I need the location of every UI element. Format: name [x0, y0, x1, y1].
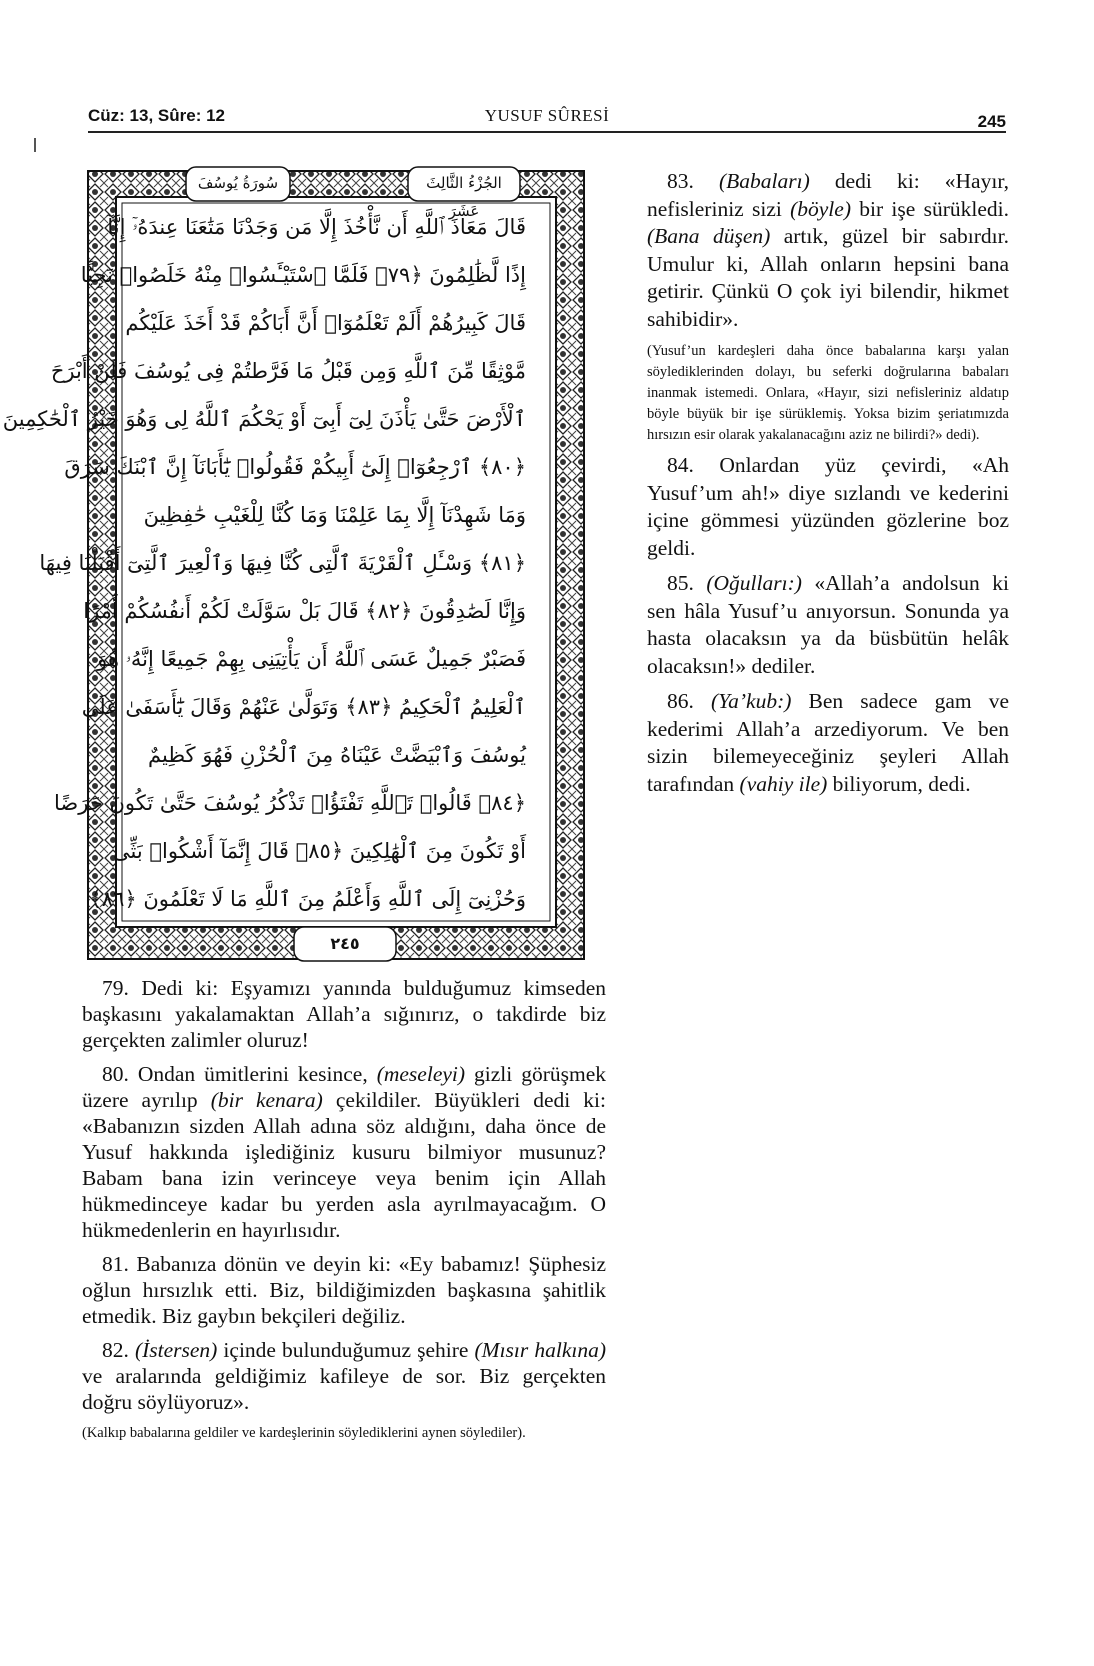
juz-sura-label: Cüz: 13, Sûre: 12	[88, 106, 225, 125]
verse-number: 81.	[102, 1252, 129, 1276]
translation-left-column	[82, 975, 606, 1450]
juz-name-cartouche: الجُزْءُ الثَّالِثَ عَشَرَ	[426, 174, 502, 220]
verse-number: 86.	[667, 689, 694, 713]
mushaf-page	[2, 165, 586, 963]
verse-number: 84.	[667, 453, 694, 477]
sura-name-cartouche: سُورَةُ يُوسُفَ	[197, 174, 279, 192]
page-number: 245	[977, 112, 1006, 131]
verse-number: 82.	[102, 1338, 129, 1362]
arabic-line: أَوْ تَكُونَ مِنَ ٱلْهَٰلِكِينَ ﴿٨٥﴾ قَالَ إِنَّمَآ أَشْكُوا۟ بَثِّى	[113, 839, 526, 863]
header-rule	[88, 131, 1006, 133]
arabic-line: ﴿٨٤﴾ قَالُوا۟ تَٱللَّهِ تَفْتَؤُا۟ تَذْكُرُ يُوسُفَ حَتَّىٰ تَكُونَ حَرَضًا	[54, 791, 526, 815]
verse-79: 79. Dedi ki: Eşyamızı yanında bulduğumuz kimseden başkasını yakalamaktan Allah’a sığınırız, o takdirde biz gerçekten zalimler oluruz!	[82, 976, 606, 1052]
verse-number: 83.	[667, 169, 694, 193]
translation-right-column	[647, 168, 1009, 806]
arabic-line: يُوسُفَ وَٱبْيَضَّتْ عَيْنَاهُ مِنَ ٱلْحُزْنِ فَهُوَ كَظِيمٌ	[148, 743, 526, 767]
page-header	[88, 102, 1006, 132]
arabic-page-number: ٢٤٥	[330, 934, 360, 953]
verse-82: 82. (İstersen) içinde bulunduğumuz şehire (Mısır halkına) ve aralarında geldiğimiz kafileye de sor. Biz gerçekten doğru söylüyoruz».	[82, 1338, 606, 1414]
verse-number: 79.	[102, 976, 129, 1000]
arabic-line: ٱلْعَلِيمُ ٱلْحَكِيمُ ﴿٨٣﴾ وَتَوَلَّىٰ عَنْهُمْ وَقَالَ يَٰٓأَسَفَىٰ عَلَىٰ	[81, 695, 526, 719]
commentary-note: (Kalkıp babalarına geldiler ve kardeşlerinin söylediklerini aynen söylediler).	[82, 1425, 526, 1441]
verse-80: 80. Ondan ümitlerini kesince, (meseleyi) gizli görüşmek üzere ayrılıp (bir kenara) çekildiler. Büyükleri dedi ki: «Babanızın sizden Allah adına söz aldığını, daha önce de Yusuf hakkında işlediğiniz kusuru bilmiyor musunuz? Babam bana izin verinceye veya benim için Allah hükmedinceye kadar bu yerden asla ayrılmayacağım. O hükmedenlerin en hayırlısıdır.	[82, 1062, 606, 1242]
arabic-line: إِذًا لَّظَٰلِمُونَ ﴿٧٩﴾ فَلَمَّا ٱسْتَيْـَٔسُوا۟ مِنْهُ خَلَصُوا۟ نَجِيًّا	[80, 263, 526, 287]
arabic-line: وَحُزْنِىٓ إِلَى ٱللَّهِ وَأَعْلَمُ مِنَ ٱللَّهِ مَا لَا تَعْلَمُونَ ﴿٨٦﴾	[89, 887, 526, 911]
sura-title: YUSUF SÛRESİ	[484, 106, 610, 125]
arabic-line: قَالَ كَبِيرُهُمْ أَلَمْ تَعْلَمُوٓا۟ أَنَّ أَبَاكُمْ قَدْ أَخَذَ عَلَيْكُم	[125, 311, 526, 335]
arabic-line: ﴿٨١﴾ وَسْـَٔلِ ٱلْقَرْيَةَ ٱلَّتِى كُنَّا فِيهَا وَٱلْعِيرَ ٱلَّتِىٓ أَقْبَلْنَا فِيهَا	[39, 551, 526, 575]
arabic-line: فَصَبْرٌ جَمِيلٌ عَسَى ٱللَّهُ أَن يَأْتِيَنِى بِهِمْ جَمِيعًا إِنَّهُۥ هُوَ	[97, 647, 526, 671]
arabic-text-block	[2, 203, 526, 923]
arabic-line: وَإِنَّا لَصَٰدِقُونَ ﴿٨٢﴾ قَالَ بَلْ سَوَّلَتْ لَكُمْ أَنفُسُكُمْ أَمْرًا	[83, 599, 526, 623]
arabic-line: قَالَ مَعَاذَ ٱللَّهِ أَن نَّأْخُذَ إِلَّا مَن وَجَدْنَا مَتَٰعَنَا عِندَهُۥٓ إِنَّآ	[107, 215, 526, 239]
verse-85: 85. (Oğulları:) «Allah’a andolsun ki sen hâla Yusuf’u anıyorsun. Sonunda ya hasta olacaksın ya da büsbütün helâk olacaksın!» dediler.	[647, 571, 1009, 678]
verse-number: 80.	[102, 1062, 129, 1086]
commentary-note: (Yusuf’un kardeşleri daha önce babalarına karşı yalan söylediklerinden dolayı, bu seferki doğrularına babaları inanmak istemedi. Onlara, «Hayır, sizi nefisleriniz aldatıp böyle büyük bir işe sürüklemiş. Yoksa bizim şeriatımızda hırsızın esir olarak yakalanacağını aziz ne bilirdi?» dedi).	[647, 343, 1009, 443]
arabic-line: ﴿٨٠﴾ ٱرْجِعُوٓا۟ إِلَىٰٓ أَبِيكُمْ فَقُولُوا۟ يَٰٓأَبَانَآ إِنَّ ٱبْنَكَ سَرَقَ	[64, 455, 526, 479]
arabic-line: ٱلْأَرْضَ حَتَّىٰ يَأْذَنَ لِىٓ أَبِىٓ أَوْ يَحْكُمَ ٱللَّهُ لِى وَهُوَ خَيْرُ ٱلْحَٰكِمِينَ	[2, 407, 526, 431]
margin-mark	[34, 138, 36, 152]
verse-number: 85.	[667, 571, 694, 595]
arabic-line: مَّوْثِقًا مِّنَ ٱللَّهِ وَمِن قَبْلُ مَا فَرَّطتُمْ فِى يُوسُفَ فَلَنْ أَبْرَحَ	[50, 359, 526, 383]
verse-86: 86. (Ya’kub:) Ben sadece gam ve kederimi Allah’a arzediyorum. Ve ben sizin bilemeyeceğiniz şeyleri Allah tarafından (vahiy ile) biliyorum, dedi.	[647, 689, 1009, 796]
verse-84: 84. Onlardan yüz çevirdi, «Ah Yusuf’um ah!» diye sızlandı ve kederini içine gömmesi yüzünden gözlerine boz geldi.	[647, 453, 1009, 560]
verse-81: 81. Babanıza dönün ve deyin ki: «Ey babamız! Şüphesiz oğlun hırsızlık etti. Biz, bildiğimizden başkasına şahitlik etmedik. Biz gaybın bekçileri değiliz.	[82, 1252, 606, 1328]
arabic-line: وَمَا شَهِدْنَآ إِلَّا بِمَا عَلِمْنَا وَمَا كُنَّا لِلْغَيْبِ حَٰفِظِينَ	[143, 503, 526, 527]
verse-83: 83. (Babaları) dedi ki: «Hayır, nefisleriniz sizi (böyle) bir işe sürükledi. (Bana düşen) artık, güzel bir sabırdır. Umulur ki, Allah onların hepsini bana getirir. Çünkü O çok iyi bilendir, hikmet sahibidir».	[647, 169, 1009, 331]
